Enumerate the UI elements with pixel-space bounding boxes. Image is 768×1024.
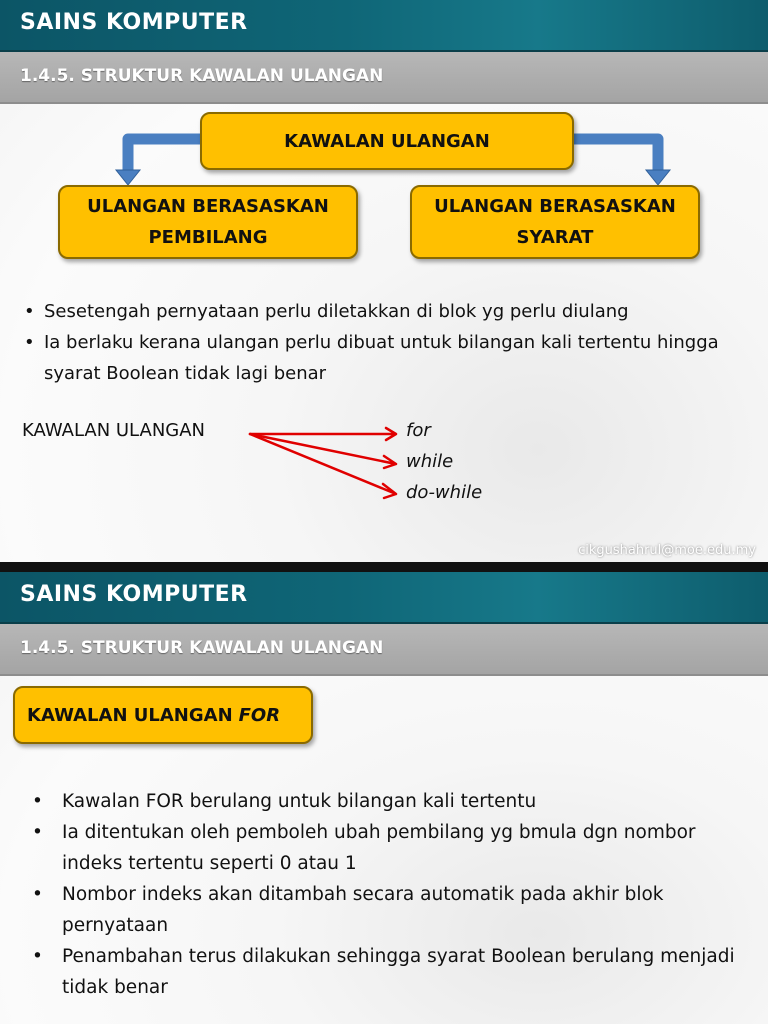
slide-subtitle: 1.4.5. STRUKTUR KAWALAN ULANGAN (20, 638, 384, 658)
list-item: • Ia berlaku kerana ulangan perlu dibuat untuk bilangan kali tertentu hingga syarat Boolean tidak lagi benar (22, 327, 762, 389)
bullet-list (30, 786, 750, 1003)
connector-right-arrow (570, 139, 658, 175)
connector-left-arrow-head (116, 170, 140, 185)
title-bar (0, 572, 768, 624)
box-ulangan-pembilang (58, 185, 358, 259)
connector-right-arrow-head (646, 170, 670, 185)
list-item: • Ia ditentukan oleh pemboleh ubah pembilang yg bmula dgn nombor indeks tertentu seperti 0 atau 1 (30, 817, 750, 879)
keyword-do-while: do-while (406, 482, 483, 503)
list-item: • Sesetengah pernyataan perlu diletakkan di blok yg perlu diulang (22, 296, 762, 327)
footer-email: cikgushahrul@moe.edu.my (578, 543, 756, 558)
kawalan-ulangan-label: KAWALAN ULANGAN (22, 420, 206, 441)
bullet-list (22, 296, 762, 389)
arrow-to-for (250, 428, 396, 440)
title-bar (0, 0, 768, 52)
list-item: • Nombor indeks akan ditambah secara automatik pada akhir blok pernyataan (30, 879, 750, 941)
box-kawalan-for (13, 686, 313, 744)
list-item: • Penambahan terus dilakukan sehingga syarat Boolean berulang menjadi tidak benar (30, 941, 750, 1003)
box-for-keyword: FOR (238, 704, 281, 726)
arrow-to-while (250, 434, 396, 468)
slide-2 (0, 572, 768, 1024)
keyword-while: while (406, 451, 454, 472)
keyword-for: for (406, 420, 431, 441)
box-for-label: KAWALAN ULANGAN (27, 704, 233, 726)
subtitle-bar (0, 52, 768, 104)
arrow-to-do-while (250, 434, 396, 498)
box-main-label: KAWALAN ULANGAN (284, 130, 490, 152)
slide-subtitle: 1.4.5. STRUKTUR KAWALAN ULANGAN (20, 66, 384, 86)
box-right-line1: ULANGAN BERASASKAN (434, 196, 676, 217)
box-ulangan-syarat (410, 185, 700, 259)
box-left-line2: PEMBILANG (148, 227, 268, 248)
slide-title: SAINS KOMPUTER (20, 582, 248, 607)
list-item: • Kawalan FOR berulang untuk bilangan kali tertentu (30, 786, 750, 817)
connector-left-arrow (128, 139, 200, 175)
box-kawalan-ulangan (200, 112, 574, 170)
slide-title: SAINS KOMPUTER (20, 10, 248, 35)
subtitle-bar (0, 624, 768, 676)
box-right-line2: SYARAT (516, 227, 594, 248)
box-left-line1: ULANGAN BERASASKAN (87, 196, 329, 217)
